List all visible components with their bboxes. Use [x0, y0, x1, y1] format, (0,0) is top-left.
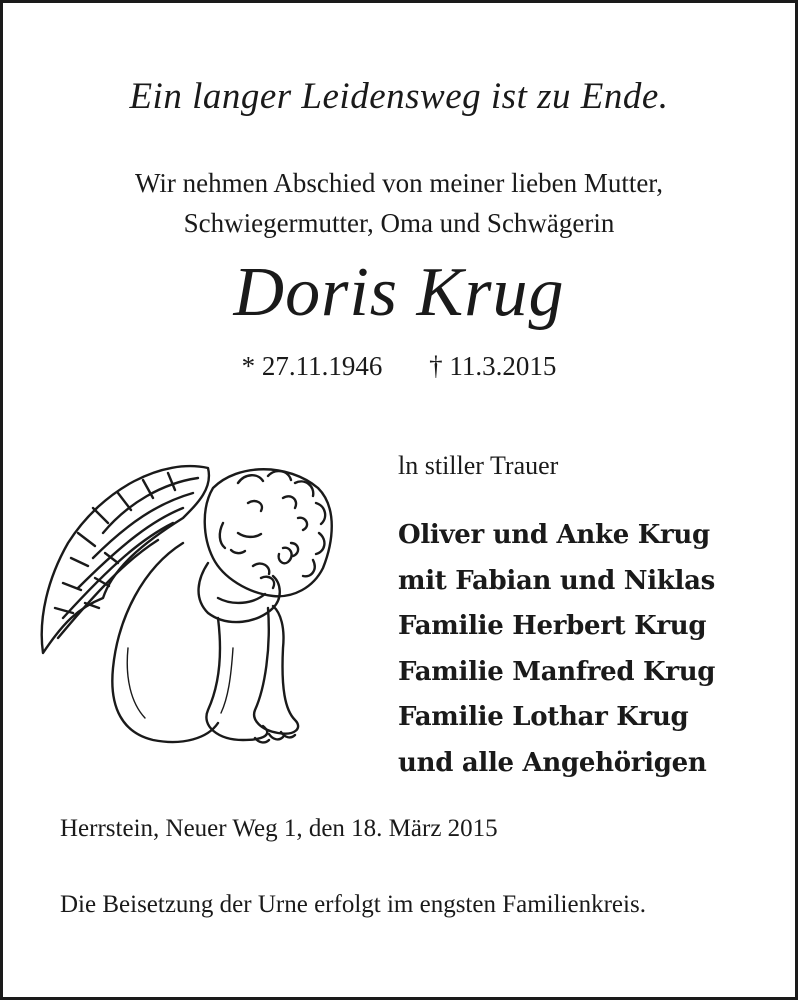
family-member: Familie Herbert Krug: [398, 611, 707, 641]
deceased-name: Doris Krug: [233, 254, 565, 331]
mourning-label: ln stiller Trauer: [398, 451, 559, 480]
family-member: mit Fabian und Niklas: [398, 565, 715, 596]
family-list: [398, 513, 715, 786]
family-member: und alle Angehörigen: [398, 747, 707, 778]
intro-line-1: Wir nehmen Abschied von meiner lieben Mutter,: [135, 168, 663, 198]
place-and-date: Herrstein, Neuer Weg 1, den 18. März 2015: [60, 815, 498, 842]
intro-text: [3, 163, 795, 243]
family-member: Familie Lothar Krug: [398, 702, 689, 732]
birth-date: * 27.11.1946: [241, 351, 383, 381]
intro-line-2: Schwiegermutter, Oma und Schwägerin: [183, 208, 615, 238]
motto-heading: Ein langer Leidensweg ist zu Ende.: [129, 76, 669, 117]
sleeping-angel-icon: [33, 448, 343, 763]
death-date: † 11.3.2015: [429, 351, 557, 381]
family-member: Oliver und Anke Krug: [398, 520, 710, 550]
burial-note: Die Beisetzung der Urne erfolgt im engsten Familienkreis.: [60, 891, 646, 918]
life-dates: [3, 351, 795, 382]
family-member: Familie Manfred Krug: [398, 656, 716, 687]
